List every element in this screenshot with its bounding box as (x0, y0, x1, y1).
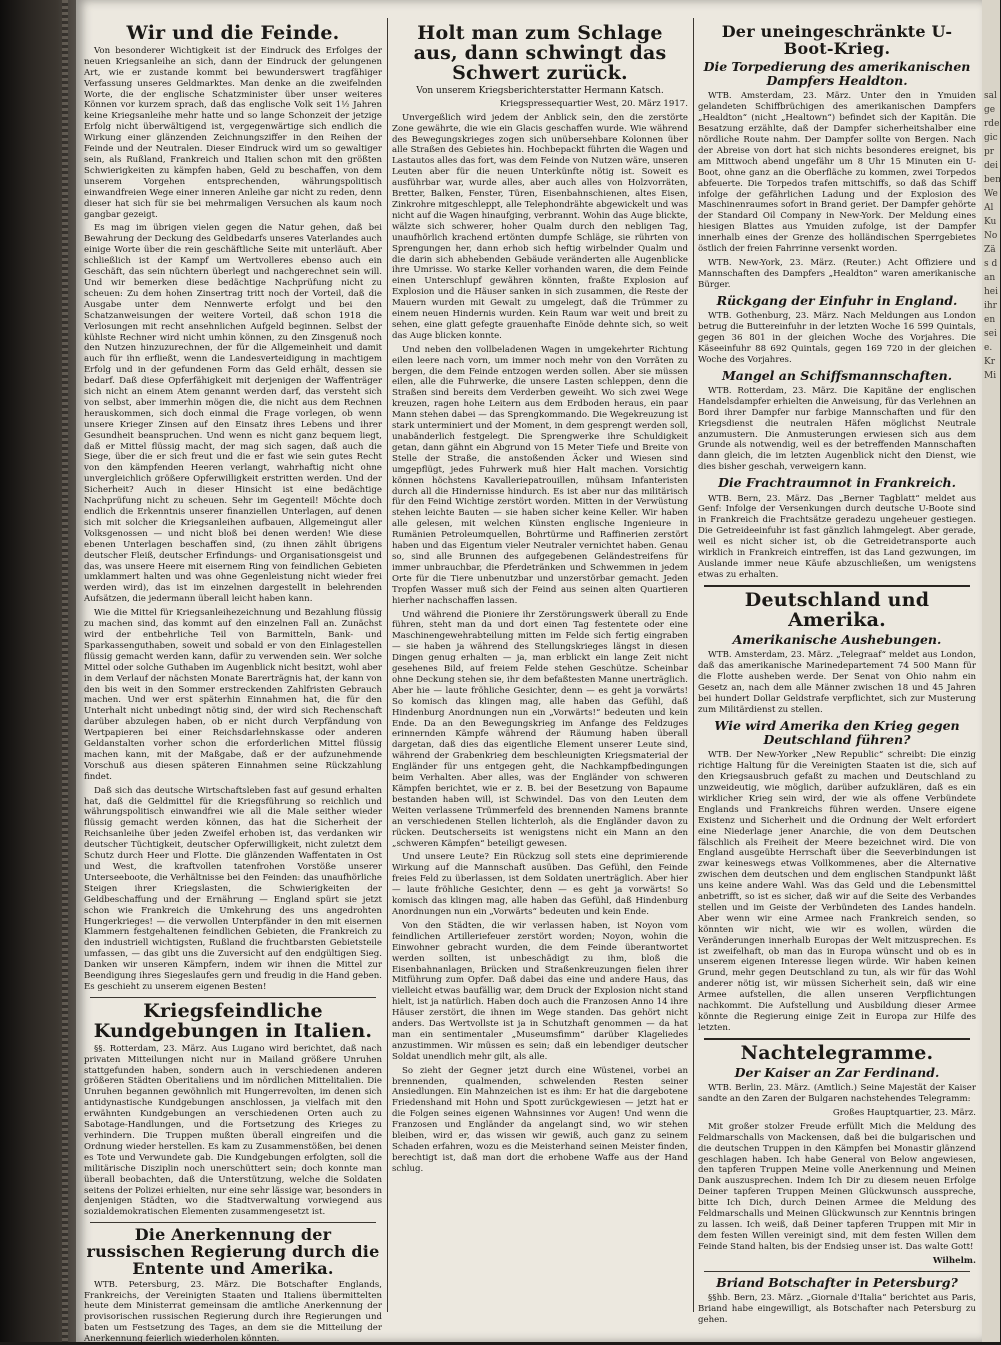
adjacent-page-fragment: hei (984, 287, 999, 297)
paragraph: So zieht der Gegner jetzt durch eine Wüstenei, vorbei an brennenden, qualmenden, schwelenden Resten seiner Ansiedlungen. Ein Mahnzeichen ist es ihm: Er hat die dargebotene Friedenshand mit Hohn und Spott zurückgewiesen — jetzt hat er die Folgen seines eigenen Wahnsinnes vor Augen! Und wenn die Franzosen und Engländer da angelangt sind, wo wir stehen bleiben, wird er, das wissen wir gewiß, auch ganz zu seinem Schaden erfahren, wozu es die Meisterhand seinen Meister finden, berechtigt ist, daß man dort die erhobene Waffe aus der Hand schlug. (392, 1065, 688, 1174)
paragraph: Daß sich das deutsche Wirtschaftsleben fast auf gesund erhalten hat, daß die Geldmittel für die Kriegsführung so reichlich und währungspolitisch einwandfrei wie all die Male seither wieder flüssig gemacht werden können, das hat die Sicherheit der Reichsanleihe über jeden Zweifel erhoben ist, das verdanken wir deutscher Tüchtigkeit, deutscher Opferwilligkeit, nicht zuletzt dem Schutz durch Heer und Flotte. Die glänzenden Waffentaten in Ost und West, die kraftvollen tatenfrohen Vorstöße unserer Unterseeboote, die Verhältnisse bei den Feinden: das unaufhörliche Steigen ihrer Kriegslasten, die Schwierigkeiten der Geldbeschaffung und der Ernährung — England spürt sie jetzt schon wie Frankreich die Umkehrung des uns angedrohten Hungerkrieges! — die verwollen Unterpfänder in den mit eisernen Klammern festgehaltenen feindlichen Gebieten, die Frankreich zu den industriell wichtigsten, Rußland die fruchtbarsten Gebietsteile umfassen, — das gibt uns die Zuversicht auf den endgültigen Sieg. Danken wir unseren Kämpfern, indem wir ihnen die Mittel zur Beendigung ihres Siegeslaufes gern und freudig in die Hand geben. Es geschieht zu unserem eigenen Besten! (84, 785, 382, 992)
column-rule-1 (387, 18, 388, 1312)
paragraph: Mit großer stolzer Freude erfüllt Mich die Meldung des Feldmarschalls von Mackensen, daß bei die bulgarischen und die deutschen Truppen in den Kämpfen bei Monastir glänzend geschlagen haben. Ich habe General von Below angewiesen, den tapferen Truppen Meine volle Anerkennung und Meinen Dank auszusprechen. Indem Ich Dir zu diesem neuen Erfolge Deiner tapferen Truppen Meinen Glückwunsch ausspreche, bitte Ich Dich, durch Deinen Armee die Meldung des Feldmarschalls und Meinen Glückwunsch zur Kenntnis bringen zu lassen. Ich weiß, daß Deiner tapferen Truppen mit Mir in dem festen Willen vereinigt sind, mit dem festen Willen dem Feinde Stand halten, bis der Endsieg unser ist. Das walte Gott! (698, 1121, 976, 1252)
headline-rueckgang-einfuhr: Rückgang der Einfuhr in England. (716, 292, 958, 308)
adjacent-page-fragment: s d (984, 259, 998, 269)
subheadline-kaiser-an-zar: Der Kaiser an Zar Ferdinand. (734, 1064, 940, 1080)
adjacent-page-fragment: ge (984, 105, 996, 115)
paragraph: Es mag im übrigen vielen gegen die Natur gehen, daß bei Bewahrung der Deckung des Geldbedarfs unseres Vaterlandes auch einige Worte über die rein geschäftliche Seite mit unterläuft. Aber schließlich ist der Kampf um Wertvolleres ebenso auch ein Geschäft, das sein nüchtern überlegt und nachgerechnet sein will. Und wir bemerken diese bedächtige Nachprüfung nicht zu scheuen: Zu dem hohen Zinsertrag tritt noch der Vorteil, daß die Ausgabe unter dem Nennwerte erfolgt und bei den Schatzanweisungen der weitere Vorteil, daß schon 1918 die Verlosungen mit recht ansehnlichen Aufgeld beginnen. Selbst der kühlste Rechner wird nicht umhin können, zu den Zinsgenuß noch den Nutzen hinzuzurechnen, der für die Allgemeinheit und damit auch für ihn erfließt, wenn die Landesverteidigung in machtigem Erfolg und in der gefundenen Form das Geld erhält, dessen sie bedarf. Daß diese Opferfähigkeit mit derjenigen der Waffenträger sich nicht an einem Atem genannt werden darf, das versteht sich von selbst, aber immerhin mögen die, die nicht aus dem Rechnen herauskommen, sich doch einmal die Frage vorlegen, ob wenn unsere Krieger Zinsen auf den Einsatz ihres Lebens und ihrer Gesundheit beanspruchen. Und wenn es nicht ganz bequem liegt, daß er Mittel flüssig macht, der mag sich sagen, daß auch die Siege, über die er sich freut und die er fast wie sein gutes Recht von den kämpfenden Heeren verlangt, wahrhaftig nicht ohne unvergleichlich größere Opferwilligkeit erstritten werden. Und der Sicherheit? Auch in dieser Hinsicht ist eine bedächtige Nachprüfung nicht zu scheuen. Sehr im Gegenteil! Möchte doch endlich die Erkenntnis unserer finanziellen Unterlagen, auf denen sich mit solcher die Kriegsanleihen aufbauen, Allgemeingut aller Volksgenossen — und nicht bloß bei denen werden! Wie diese ebenen Unterlagen beschaffen sind, (zu ihnen zählt übrigens deutscher Fleiß, deutscher Erfindungs- und Organisationsgeist und das, was unsere Heere mit eisernem Ring von feindlichen Gebieten umklammert halten und was ohne Gegenleistung nicht wieder frei werden wird), das ist im einzelnen dargestellt in belehrenden Aufsätzen, die jedermann überall leicht haben kann. (84, 223, 382, 605)
dateline: Kriegspressequartier West, 20. März 1917. (499, 98, 688, 109)
headline-frachtraumnot: Die Frachtraumnot in Frankreich. (718, 475, 956, 491)
column-1 (84, 22, 382, 1345)
paragraph: WTB. Gothenburg, 23. März. Nach Meldungen aus London betrug die Buttereinfuhr in der letzten Woche 16 599 Quintals, gegen 36 801 in der gleichen Woche des Vorjahres. Die Käseeinfuhr 88 692 Quintals, gegen 169 720 in der gleichen Woche des Vorjahres. (698, 311, 976, 365)
adjacent-page-fragment: Ku (984, 217, 997, 227)
adjacent-page-fragment: ihr (984, 301, 997, 311)
byline: Von unserem Kriegsberichterstatter Hermann Katsch. (416, 85, 664, 96)
subheadline-healdton: Die Torpedierung des amerikanischen Dampfers Healdton. (703, 58, 971, 88)
headline-deutschland-und-amerika: Deutschland und Amerika. (744, 588, 930, 631)
section-divider (704, 585, 970, 587)
section-divider (704, 1271, 970, 1272)
paragraph: Unvergeßlich wird jedem der Anblick sein, den die zerstörte Zone gewährte, die wie ein Glacis geschaffen wurde. Wie während des Bewegungskrieges zogen sich unübersehbare Kolonnen über alle Straßen des Gebietes hin. Hochbepackt führten die Wagen und Lastautos alles das fort, was dem Feinde von Nutzen wäre, unseren Leuten aber für die neuen Unterkünfte nötig ist. Soweit es ausführbar war, wurde alles, aber auch alles von Holzvorräten, Bretter, Balken, Fenster, Türen, Eisenbahnschienen, altes Eisen, Zinkrohre mitgeschleppt, alle Telephondrähte abgewickelt und was nicht auf die Wagen hinaufging, verbrannt. Wohin das Auge blickte, wälzte sich schwerer, hoher Qualm durch den nebligen Tag, unaufhörlich krachend ertönten dumpfe Schläge, sie rührten von Sprengungen her, dann erhob sich heftig wirbelnder Qualm und die darin sich abhebenden Gebäude veränderten alle Augenblicke ihre Umrisse. Wo starke Keller vorhanden waren, die dem Feinde einen Unterschlupf gewähren könnten, fraßte Explosion auf Explosion und die Häuser sanken in sich zusammen, die Reste der Mauern wurden mit Gewalt zu umgelegt, daß die Trümmer zu einem neuen Hindernis wurden. Kein Raum war weit und breit zu sehen, eine glatt gefegte grauenhafte Einöde dehnte sich, so weit das Auge blicken konnte. (392, 112, 688, 341)
adjacent-page-fragment: an (984, 273, 996, 283)
adjacent-page-fragment: dei (984, 161, 998, 171)
paragraph: Und während die Pioniere ihr Zerstörungswerk überall zu Ende führen, steht man da und dort einen Tag festentete oder eine Maschinengewehrabteilung mitten im Felde sich fertig eingraben — sie haben ja während des Stellungskrieges längst in diesen Dingen genug erhalten — ja, man erblickt ein lange Zeit nicht gesehenes Bild, auf freiem Felde stehen Geschütze. Scheinbar ohne Deckung stehen sie, ihr dem befaßtesten Manne unerträglich. Aber hie — laute fröhliche Gesichter, denn — es geht ja vorwärts! So komisch das klingen mag, alle haben das Gefühl, daß Hindenburg Anordnungen nun ein „Vorwärts!“ bedeuten und kein Ende. Da an den Bewegungskrieg im Anfange des Feldzuges erinnernden Kämpfe während der Räumung haben überall dargetan, daß dies das eigentliche Element unserer Leute sind, während der Grabenkrieg dem beschleunigten Kriegsmaterial der Engländer für uns entgegen geht, die Nachkampfbedingungen beim Verhalten. Aber alles, was der Engländer von schweren Kämpfen berichtet, wie er z. B. bei der Besetzung von Bapaume bestanden haben will, ist Schwindel. Das von den Leuten dem Weiten verlassene Trümmerfeld des brennenden Namens brannte an verschiedenen Stellen lichterloh, als die Engländer davon zu rücken. Deutscherseits ist wenigstens nicht ein Mann an den „schweren Kämpfen“ beteiligt gewesen. (392, 609, 688, 849)
headline-nachtelegramme: Nachtelegramme. (740, 1041, 934, 1064)
subheadline-aushebungen: Amerikanische Aushebungen. (732, 631, 942, 647)
headline-wir-und-die-feinde: Wir und die Feinde. (126, 22, 340, 44)
adjacent-page-fragment: e. (984, 343, 993, 353)
paragraph: WTB. Berlin, 23. März. (Amtlich.) Seine Majestät der Kaiser sandte an den Zaren der Bulgaren nachstehendes Telegramm: (698, 1083, 976, 1105)
paragraph: §§. Rotterdam, 23. März. Aus Lugano wird berichtet, daß nach privaten Mitteilungen nicht nur in Mailand größere Unruhen stattgefunden haben, sondern auch in verschiedenen anderen größeren Städten Oberitaliens und im nördlichen Mittelitalien. Die Unruhen begannen gewöhnlich mit Hungerrevolten, im denen sich antidynastische Kundgebungen anschlossen, ja vielfach mit den erwähnten Kundgebungen an verschiedenen Orten auch zu Sabotage-Handlungen, und die Fortsetzung des Krieges zu verhindern. Die Truppen mußten überall eingreifen und die Ordnung wieder herstellen. Es kam zu Zusammenstößen, bei denen es Tote und Verwundete gab. Die Kundgebungen erfolgten, soll die militärische Disziplin noch unerschüttert sein; doch konnte man überall beobachten, daß die Unterstützung, welche die Soldaten seitens der Polizei erhielten, nur eine sehr lässige war, besonders in denjenigen Städten, wo die Stadtverwaltung vorwiegend aus sozialdemokratischen Elementen zusammengesetzt ist. (84, 1043, 382, 1218)
binding-stitching (62, 0, 68, 1342)
paragraph: WTB. New-York, 23. März. (Reuter.) Acht Offiziere und Mannschaften des Dampfers „Healdton“ waren amerikanische Bürger. (698, 257, 976, 290)
section-divider (90, 997, 376, 998)
adjacent-page-fragment: sei (984, 329, 997, 339)
paragraph: Von den Städten, die wir verlassen haben, ist Noyon vom feindlichen Artilleriefeuer zerstört worden; Noyon, wohin die Einwohner gebracht wurden, die dem Feinde überantwortet werden sollten, ist unbeschädigt zu ihm, bloß die Eisenbahnanlagen, Brücken und Straßenkreuzungen fielen ihrer Mitführung zum Opfer. Daß dabei das eine und andere Haus, das vielleicht etwas baufällig war, dem Druck der Explosion nicht stand hielt, ist ja natürlich. Haben doch auch die Franzosen Anno 14 ihre Häuser zerstört, die ihnen im Wege standen. Das gehört nicht anders. Das Wertvollste ist ja in Schutzhaft genommen — da hat man ein sentimentaler „Museumsfimm“ darüber Klageliedes anzustimmen. Wir müssen es sein; daß ein lebendiger deutscher Soldat unendlich mehr gilt, als alle. (392, 920, 688, 1062)
paragraph: Und unsere Leute? Ein Rückzug soll stets eine deprimierende Wirkung auf die Mannschaft ausüben. Das Gefühl, den Feinde freies Feld zu überlassen, ist dem Soldaten unerträglich. Aber hier — laute fröhliche Gesichter, denn — es geht ja vorwärts! So komisch das klingen mag, alle haben das Gefühl, daß Hindenburg Anordnungen nun ein „Vorwärts“ bedeuten und kein Ende. (392, 852, 688, 917)
adjacent-page-fragment: ben (984, 175, 1001, 185)
headline-briand-botschafter: Briand Botschafter in Petersburg? (716, 1274, 958, 1290)
column-3 (698, 22, 976, 1325)
column-rule-2 (693, 18, 694, 1312)
dateline: Großes Hauptquartier, 23. März. (832, 1107, 976, 1118)
adjacent-page-edge (982, 0, 1000, 1342)
paragraph: Von besonderer Wichtigkeit ist der Eindruck des Erfolges der neuen Kriegsanleihe an sich, dann der Eindruck der gelungenen Art, wie er zustande kommt bei bewunderswert tragfähiger Verfassung unseres Geldmarktes. Man denke an die zweifelnden Worte, die der englische Schatzminister über unser weiteres Können vor kurzem sprach, daß das englische Volk seit 1½ Jahren keine Kriegsanleihe mehr hatte und so lange Schonzeit der jetzige Erfolg nicht überwältigend ist, vergegenwärtige sich endlich die Wirkung einer glänzenden Zeichnungsziffer in den Reihen der Feinde und der Neutralen. Dieser Eindruck wird um so gewaltiger sein, als Rußland, Frankreich und Italien schon mit den größten Schwierigkeiten zu kämpfen haben, Geld zu beschaffen, von dem unserem Vorgehen entsprechenden, währungspolitisch einwandfreien Wege einer inneren Anleihe gar nicht zu reden, denn dieser hat sich für sie bei mehrmaligen Versuchen als kaum noch gangbar gezeigt. (84, 45, 382, 220)
paragraph: Wie die Mittel für Kriegsanleihezeichnung und Bezahlung flüssig zu machen sind, das kommt auf den einzelnen Fall an. Zunächst wird der entbehrliche Teil von Barmitteln, Bank- und Sparkassenguthaben, soweit und sobald er von den Einlagestellen flüssig gemacht werden kann, dafür zu verwenden sein. Wer solche Mittel oder solche Guthaben im Augenblick nicht besitzt, wohl aber in dem Verlauf der nächsten Monate Barerträgnis hat, der kann von den bis weit in den Sommer erstreckenden Zahlfristen Gebrauch machen. Und wer erst späterhin Einnahmen hat, die für den Unterhalt nicht unbedingt nötig sind, der wird sich Rechenschaft darüber abzulegen haben, ob er nicht durch Verpfändung von Wertpapieren bei einer Reichsdarlehnskasse oder anderen Geldanstalten vorher schon die erforderlichen Mittel flüssig machen kann, mit der Maßgabe, daß er der aufzunehmende Vorschuß aus diesen späteren Einnahmen seine Rückzahlung findet. (84, 608, 382, 782)
adjacent-page-fragment: Zä (984, 245, 996, 255)
adjacent-page-fragment: en (984, 315, 996, 325)
adjacent-page-fragment: rde (984, 119, 1000, 129)
headline-kriegsfeindliche-kundgebungen: Kriegsfeindliche Kundgebungen in Italien. (93, 999, 373, 1042)
adjacent-page-fragment: No (984, 231, 998, 241)
adjacent-page-fragment: Kr (984, 357, 996, 367)
paragraph: §§hb. Bern, 23. März. „Giornale d'Italia“ berichtet aus Paris, Briand habe eingewilligt, als Botschafter nach Petersburg zu gehen. (698, 1293, 976, 1325)
adjacent-page-fragment: pr (984, 147, 995, 157)
adjacent-page-fragment: sal (984, 91, 997, 101)
headline-anerkennung-russische-regierung: Die Anerkennung der russischen Regierung durch die Entente und Amerika. (86, 1225, 380, 1278)
paragraph: WTB. Amsterdam, 23. März. „Telegraaf“ meldet aus London, daß das amerikanische Marinedepartement 74 500 Mann für die Flotte ausheben werde. Der Senat von Ohio nahm ein Gesetz an, nach dem alle Männer zwischen 18 und 45 Jahren bei hundert Dollar Geldstrafe verpflichtet, sich zur Musterung zum Militärdienst zu stellen. (698, 650, 976, 715)
paragraph: WTB. Bern, 23. März. Das „Berner Tagblatt“ meldet aus Genf: Infolge der Versenkungen durch deutsche U-Boote sind in Frankreich die Frachtsätze geradezu ungeheuer gestiegen. Die Getreideeinfuhr ist fast gänzlich lahmgelegt. Aber gerade, weil es nicht sicher ist, ob die Getreidetransporte auch wirklich in Frankreich eintreffen, ist das Land gezwungen, im Auslande immer neue Käufe abzuschließen, um wenigstens etwas zu erhalten. (698, 493, 976, 580)
article-wir-und-die-feinde (84, 46, 382, 993)
adjacent-page-fragment: We (984, 189, 998, 199)
section-divider (704, 1038, 970, 1040)
paragraph: WTB. Rotterdam, 23. März. Die Kapitäne der englischen Handelsdampfer erhielten die Anweisung, für das Verlehnen an Bord ihrer Dampfer nur farbige Mannschaften und für den Kriegsdienst die neutralen Häfen möglichst Neutrale anzumustern. Die Anmusterungen erwiesen sich aus dem Grunde als notwendig, weil es der betreffenden Mannschaften dann gleich, die im letzten Augenblick nicht den Dienst, wie dies bisher geschah, verweigern kann. (698, 385, 976, 473)
signature: Wilhelm. (932, 1255, 976, 1266)
paragraph: WTB. Petersburg, 23. März. Die Botschafter Englands, Frankreichs, der Vereinigten Staaten und Italiens übermittelten heute dem Ministerrat gemeinsam die amtliche Anerkennung der provisorischen russischen Regierung durch ihre Regierungen und baten um Festsetzung des Tages, an dem sie die Mitteilung der Anerkennung feierlich wiederholen könnten. (84, 1279, 382, 1345)
paragraph: WTB. Der New-Yorker „New Republic“ schreibt: Die einzig richtige Haltung für die Vereinigten Staaten ist die, sich auf den Kriegsausbruch gefaßt zu machen und Deutschland zu unzweideutig, wie möglich, darüber aufzuklären, daß es ein wirklicher Krieg sein wird, der wie als offene Verbündete Englands und Frankreichs führen werden. Unsere eigene Existenz und Sicherheit und die Ordnung der Welt erfordert eine Niederlage jener Anarchie, die von dem Deutschen fälschlich als Freiheit der Meere bezeichnet wird. Die von England ausgeübte Herrschaft über die Seeverbindungen ist zwar keineswegs etwas Vollkommenes, aber die Alternative zwischen dem deutschen und dem englischen Standpunkt läßt uns keine andere Wahl. Was das Geld und die Lebensmittel anbetrifft, so ist es sicher, daß wir auf die Seite des Verbandes stellen und im Geiste der Verbündeten des Landes handeln. Aber wenn wir eine Armee nach Frankreich senden, so könnten wir nicht, wie wir es wollen, würden die Veränderungen innerhalb Europas der Welt mitzusprechen. Es ist zweifelhaft, ob man das in Europa wünscht und ob es in unserem eigenen Interesse liegen würde. Wir haben keinen Grund, mehr gegen Deutschland zu tun, als wir für das Wohl anderer nötig ist, wir müssen Sicherheit sein, daß wir eine Armee aufstellen, die allen unseren Verpflichtungen nachkommt. Die Aufstellung und Ausbildung dieser Armee könnte die Regierung einige Zeit in Europa zur Hilfe des letzten. (698, 750, 976, 1033)
headline-mangel-schiffsmannschaften: Mangel an Schiffsmannschaften. (721, 367, 953, 383)
headline-holt-man-zum-schlage-aus: Holt man zum Schlage aus, dann schwingt das Schwert zurück. (413, 22, 667, 84)
column-2 (392, 22, 688, 1302)
headline-u-boot-krieg: Der uneingeschränkte U-Boot-Krieg. (721, 22, 953, 58)
adjacent-page-fragment: Mi (984, 371, 997, 381)
section-divider (90, 1222, 376, 1223)
adjacent-page-fragment: Al (984, 203, 994, 213)
paragraph: Und neben den vollbeladenen Wagen in umgekehrter Richtung eilen leere nach vorn, um immer noch mehr von den Vorräten zu bergen, die dem Feinde entzogen werden sollen. Aber sie müssen eilen, alle die Fuhrwerke, die unsere Lasten schleppen, denn die Straßen sind bereits dem Verderben geweiht. Wo sich zwei Wege kreuzen, ragen hohe Leitern aus dem Erdboden heraus, ein paar Mann stehen dabei — das Sprengkommando. Die Wegekreuzung ist stark unterminiert und der Moment, in dem gesprengt werden soll, unabänderlich festgelegt. Die Sprengwerke ihre Schuldigkeit getan, dann gähnt ein Abgrund von 15 Meter Tiefe und Breite von Stelle der Straße, die anstoßenden Äcker und Wiesen sind umgepflügt, jedes Fuhrwerk muß hier Halt machen. Vorsichtig können höchstens Kavalleriepatrouillen, mühsam Infanteristen durch all die Hindernisse hindurch. Es ist aber nur das militärisch für den Feind Wichtige zerstört worden. Mitten in der Verwüstung stehen leichte Bauten — sie haben sicher keine Keller. Wir haben alle gelesen, mit welchen Künsten englische Ingenieure in Rumänien Petroleumquellen, Bohrtürme und Raffinerien zerstört haben und das Eigentum vieler Neutraler vernichtet haben. Genau so, sind alle Brunnen des aufgegebenen Geländestreifens für immer unbrauchbar, die Pferdetränken und Schwemmen in jedem Orte für die Tiere unbenutzbar und unzerstörbar gemacht. Jeden Tropfen Wasser muß sich der Feind aus seinen alten Quartieren hierher nachschaffen lassen. (392, 344, 688, 606)
paragraph: WTB. Amsterdam, 23. März. Unter den in Ymuiden gelandeten Schiffbrüchigen des amerikanischen Dampfers „Healdton“ (nicht „Healtown“) befindet sich der Kapitän. Die Besatzung erzählte, daß der Dampfer sicherheitshalber eine nördliche Route nahm. Der Dampfer sollte von Bergen. Nach der Abreise von dort hat sich nichts besonderes ereignet, bis am Mittwoch abend ungefähr um 8 Uhr 15 Minuten ein U-Boot, ohne ganz an die Oberfläche zu kommen, zwei Torpedos abfeuerte. Die Torpedos trafen mittschiffs, so daß das Schiff infolge der gefährlichen Ladung und der Explosion des Maschinenraumes sofort in Brand geriet. Der Dampfer gehörte der Standard Oil Company in New-York. Der Meldung eines hiesigen Blattes aus Ymuiden zufolge, ist der Dampfer innerhalb eines der Grenze des holländischen Sperrgebietes östlich der freien Fahrrinne versenkt worden. (698, 91, 976, 255)
headline-wie-wird-amerika: Wie wird Amerika den Krieg gegen Deutschland führen? (714, 717, 960, 747)
adjacent-page-fragment: gic (984, 133, 998, 143)
